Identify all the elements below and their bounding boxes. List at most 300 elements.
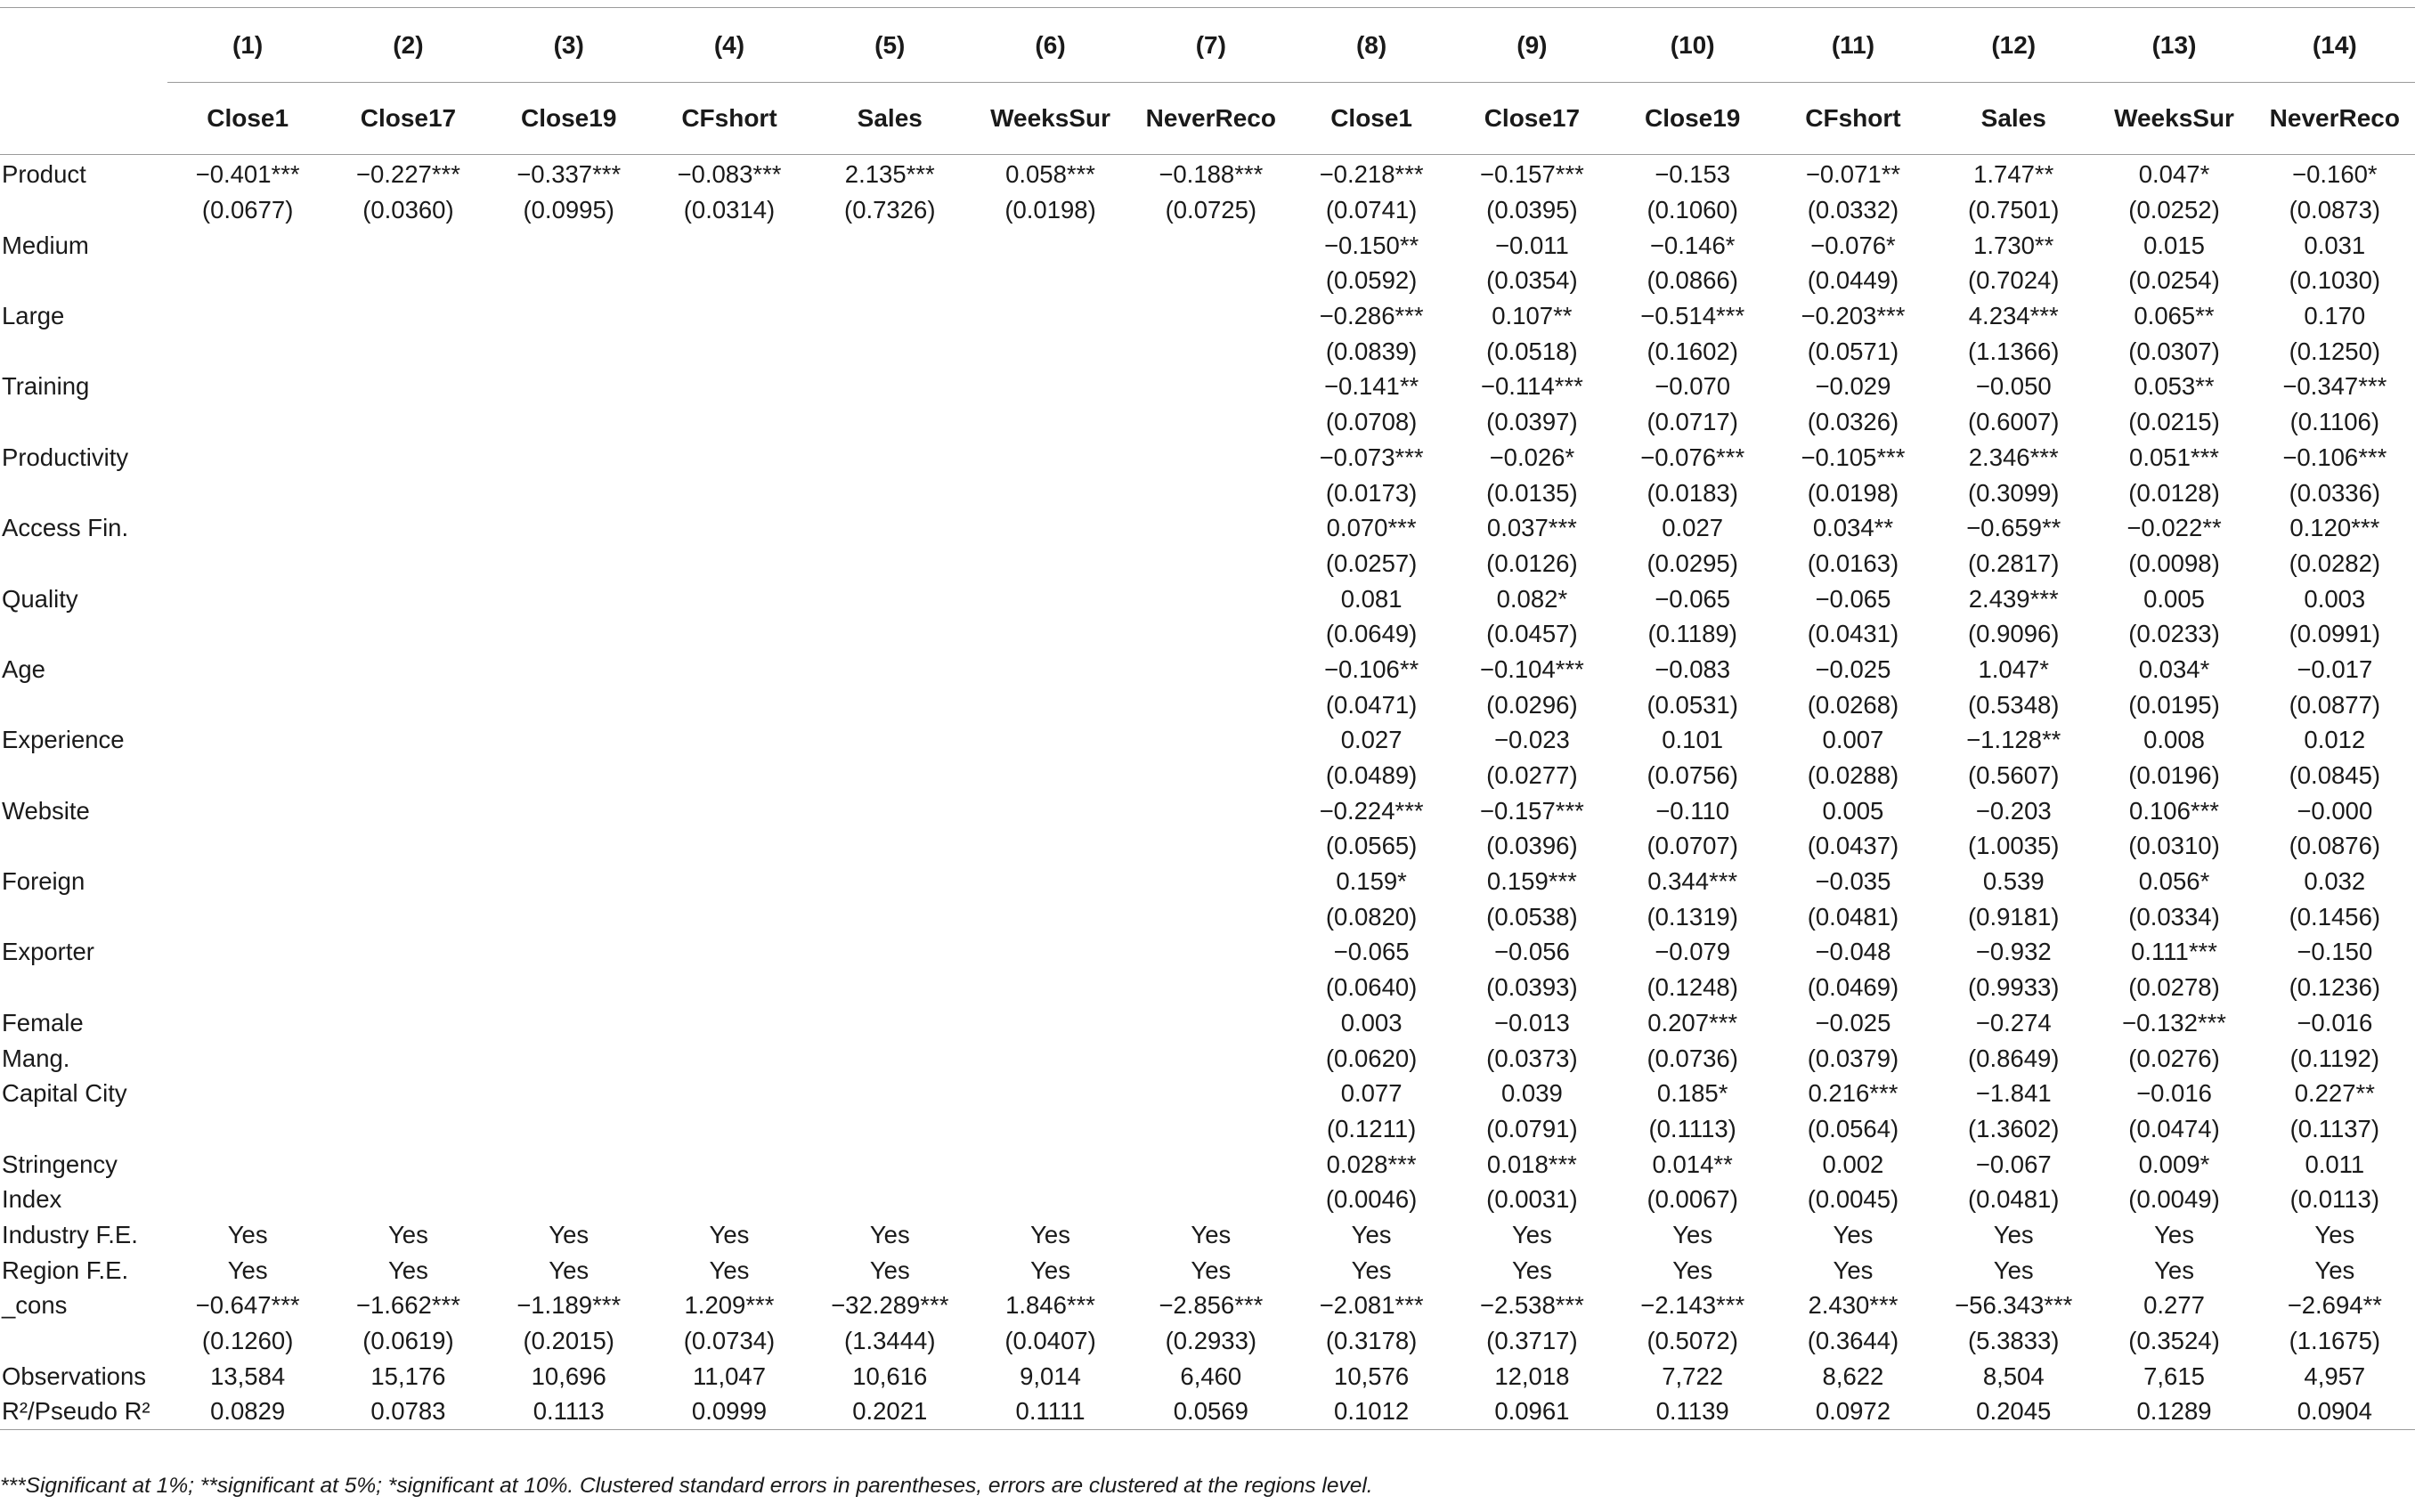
table-cell <box>167 616 328 652</box>
row-label: Age <box>2 654 45 683</box>
table-cell: 0.207*** <box>1647 1008 1738 1036</box>
table-cell <box>489 1146 649 1182</box>
row-label: Female <box>2 1008 84 1036</box>
table-cell: (0.0296) <box>1486 690 1578 719</box>
table-cell: −0.105*** <box>1801 443 1906 471</box>
table-cell: (0.9181) <box>1968 902 2060 931</box>
table-cell: 0.111*** <box>2131 938 2217 966</box>
row-label: Stringency <box>2 1150 118 1178</box>
table-cell: 7,615 <box>2143 1362 2205 1390</box>
table-cell <box>649 404 809 440</box>
table-cell: (0.0360) <box>362 196 454 224</box>
row-label: Index <box>2 1185 62 1214</box>
row-label: Quality <box>2 584 78 613</box>
column-variable-header: Close17 <box>328 83 488 155</box>
table-cell: 0.082* <box>1496 584 1568 613</box>
table-cell: 0.159*** <box>1486 867 1577 896</box>
table-cell <box>167 1146 328 1182</box>
table-cell: −0.025 <box>1815 1008 1891 1036</box>
table-cell <box>649 1111 809 1147</box>
table-cell: −2.538*** <box>1479 1291 1584 1320</box>
row-label <box>0 898 167 934</box>
table-cell: (0.0397) <box>1486 408 1578 436</box>
row-label: Website <box>2 796 90 825</box>
table-cell: 4.234*** <box>1968 302 2059 330</box>
table-cell <box>328 475 488 510</box>
table-cell: −2.143*** <box>1640 1291 1745 1320</box>
row-label <box>0 758 167 793</box>
table-cell: 0.007 <box>1822 726 1884 754</box>
table-cell <box>328 898 488 934</box>
table-cell: (0.1060) <box>1647 196 1738 224</box>
table-cell: (0.0128) <box>2128 478 2220 507</box>
table-cell: 0.012 <box>2304 726 2366 754</box>
column-variable-header: CFshort <box>649 83 809 155</box>
table-cell <box>809 1005 970 1041</box>
table-cell: 0.1012 <box>1291 1394 1451 1429</box>
row-label <box>0 546 167 581</box>
table-row <box>0 652 2415 687</box>
table-cell: −0.025 <box>1815 654 1891 683</box>
table-row <box>0 1217 2415 1253</box>
table-row <box>0 1252 2415 1288</box>
table-cell: (0.1192) <box>2289 1044 2380 1072</box>
table-cell: 9,014 <box>1020 1362 1081 1390</box>
table-cell: 0.027 <box>1662 514 1724 542</box>
table-cell: 0.0569 <box>1131 1394 1291 1429</box>
table-cell: Yes <box>1351 1220 1392 1248</box>
table-cell: (0.0195) <box>2128 690 2220 719</box>
table-cell <box>489 263 649 298</box>
column-number-row <box>0 9 2415 83</box>
table-cell <box>1131 1146 1291 1182</box>
table-cell: 0.1139 <box>1613 1394 1773 1429</box>
table-cell: (0.0619) <box>362 1327 454 1355</box>
table-cell: (0.1030) <box>2289 266 2381 295</box>
table-cell: −0.157*** <box>1479 160 1584 189</box>
table-cell <box>649 652 809 687</box>
table-row <box>0 263 2415 298</box>
table-cell: (0.0198) <box>1807 478 1899 507</box>
table-cell: 0.002 <box>1822 1150 1884 1178</box>
row-label <box>0 828 167 864</box>
table-cell <box>489 475 649 510</box>
table-cell: 0.003 <box>2304 584 2366 613</box>
table-cell: 0.185* <box>1656 1079 1728 1108</box>
column-number-header: (7) <box>1131 9 1291 83</box>
table-cell: 0.106*** <box>2129 796 2219 825</box>
table-cell: Yes <box>1351 1256 1392 1284</box>
table-cell: −0.188*** <box>1159 160 1264 189</box>
table-cell: (0.0336) <box>2289 478 2381 507</box>
table-cell: −0.017 <box>2297 654 2373 683</box>
table-cell <box>970 652 1130 687</box>
table-cell: (0.5348) <box>1968 690 2060 719</box>
table-cell: −0.659** <box>1966 514 2061 542</box>
table-cell: 0.014** <box>1652 1150 1733 1178</box>
table-cell: 10,696 <box>531 1362 606 1390</box>
table-cell: 10,616 <box>852 1362 928 1390</box>
table-cell <box>649 369 809 404</box>
table-cell: −0.203*** <box>1801 302 1906 330</box>
table-cell <box>970 440 1130 476</box>
table-cell: (0.0254) <box>2128 266 2220 295</box>
table-cell <box>649 475 809 510</box>
table-cell: (0.0183) <box>1647 478 1738 507</box>
table-cell: Yes <box>1511 1256 1552 1284</box>
table-cell: Yes <box>549 1220 590 1248</box>
table-cell <box>167 1076 328 1111</box>
table-cell: (0.0067) <box>1647 1185 1738 1214</box>
table-cell: −2.694** <box>2287 1291 2382 1320</box>
table-cell: −0.011 <box>1494 231 1569 259</box>
table-cell <box>649 263 809 298</box>
table-cell: (0.0257) <box>1325 549 1418 577</box>
table-cell <box>167 970 328 1005</box>
table-cell: Yes <box>387 1256 428 1284</box>
table-cell <box>489 616 649 652</box>
table-cell: (0.0295) <box>1647 549 1738 577</box>
table-cell <box>809 793 970 828</box>
table-cell: 0.0961 <box>1451 1394 1612 1429</box>
table-cell: (0.0873) <box>2289 196 2381 224</box>
table-row <box>0 970 2415 1005</box>
table-cell: Yes <box>1993 1220 2034 1248</box>
table-cell: 0.107** <box>1492 302 1573 330</box>
column-number-header: (8) <box>1291 9 1451 83</box>
table-row <box>0 722 2415 758</box>
table-cell <box>1131 616 1291 652</box>
table-cell <box>167 404 328 440</box>
table-cell: (0.0481) <box>1807 902 1899 931</box>
table-cell <box>1131 934 1291 970</box>
table-cell <box>328 510 488 546</box>
table-cell: (0.0592) <box>1325 266 1418 295</box>
table-cell: Yes <box>1191 1256 1232 1284</box>
table-cell <box>1131 298 1291 334</box>
table-cell <box>328 616 488 652</box>
table-cell: (0.0307) <box>2128 337 2220 365</box>
table-cell: −0.132*** <box>2122 1008 2226 1036</box>
table-cell: (0.7501) <box>1968 196 2060 224</box>
table-cell: Yes <box>709 1256 750 1284</box>
table-row <box>0 581 2415 616</box>
table-cell: 0.009* <box>2138 1150 2210 1178</box>
table-cell <box>489 404 649 440</box>
table-cell: 0.005 <box>1822 796 1884 825</box>
table-row <box>0 546 2415 581</box>
table-cell <box>328 298 488 334</box>
table-cell <box>328 263 488 298</box>
table-cell <box>1131 828 1291 864</box>
table-cell <box>649 440 809 476</box>
table-cell: (0.0995) <box>523 196 614 224</box>
table-cell: (0.0113) <box>2289 1185 2380 1214</box>
table-cell <box>167 298 328 334</box>
table-cell: 0.053** <box>2134 372 2215 401</box>
table-cell: 2.346*** <box>1968 443 2059 471</box>
table-cell <box>649 1005 809 1041</box>
table-cell: (0.0163) <box>1807 549 1899 577</box>
table-cell: −0.401*** <box>195 160 300 189</box>
table-cell: 0.015 <box>2143 231 2205 259</box>
column-variable-header: NeverReco <box>1131 83 1291 155</box>
table-cell: 11,047 <box>692 1362 767 1390</box>
table-cell: (0.2933) <box>1165 1327 1257 1355</box>
table-cell <box>489 298 649 334</box>
table-cell: −0.079 <box>1655 938 1731 966</box>
table-row <box>0 934 2415 970</box>
table-cell <box>489 227 649 263</box>
table-cell: (0.5607) <box>1968 761 2060 790</box>
table-cell: (0.3717) <box>1486 1327 1578 1355</box>
table-cell: (0.0310) <box>2128 832 2220 860</box>
table-cell: 0.227** <box>2294 1079 2375 1108</box>
table-cell: (0.0379) <box>1807 1044 1899 1072</box>
table-cell <box>809 263 970 298</box>
table-cell: Yes <box>1993 1256 2034 1284</box>
table-cell <box>489 934 649 970</box>
table-cell: 0.539 <box>1982 867 2045 896</box>
table-cell <box>1131 510 1291 546</box>
table-cell: (0.0565) <box>1325 832 1418 860</box>
table-cell: (0.0277) <box>1486 761 1578 790</box>
table-cell: 7,722 <box>1662 1362 1724 1390</box>
table-cell <box>970 227 1130 263</box>
row-label: Exporter <box>2 938 94 966</box>
table-cell <box>167 1005 328 1041</box>
table-cell <box>970 298 1130 334</box>
table-cell: −1.841 <box>1975 1079 2052 1108</box>
table-cell: −0.083 <box>1655 654 1731 683</box>
table-cell <box>970 1182 1130 1217</box>
table-cell: (0.0538) <box>1486 902 1578 931</box>
table-cell <box>167 934 328 970</box>
table-cell: −0.227*** <box>355 160 460 189</box>
table-cell: (0.0707) <box>1647 832 1738 860</box>
table-cell: (0.0756) <box>1647 761 1738 790</box>
table-cell <box>167 1111 328 1147</box>
table-cell: 0.065** <box>2134 302 2215 330</box>
table-cell <box>970 546 1130 581</box>
table-cell <box>809 1076 970 1111</box>
table-cell: −0.647*** <box>195 1291 300 1320</box>
table-cell: Yes <box>1030 1220 1070 1248</box>
table-cell <box>167 828 328 864</box>
table-cell <box>649 934 809 970</box>
table-cell <box>970 369 1130 404</box>
table-cell: (0.0717) <box>1647 408 1738 436</box>
table-cell: 0.037*** <box>1486 514 1577 542</box>
table-cell <box>1131 475 1291 510</box>
table-cell <box>328 440 488 476</box>
table-cell <box>809 616 970 652</box>
table-cell <box>328 687 488 722</box>
column-number-header: (5) <box>809 9 970 83</box>
table-cell: (0.0839) <box>1325 337 1418 365</box>
table-cell <box>649 581 809 616</box>
column-number-header: (12) <box>1933 9 2094 83</box>
table-cell <box>1131 793 1291 828</box>
table-cell: −0.065 <box>1655 584 1731 613</box>
table-cell <box>489 864 649 899</box>
table-cell: (5.3833) <box>1968 1327 2060 1355</box>
table-cell <box>167 722 328 758</box>
column-number-header: (11) <box>1773 9 1933 83</box>
table-cell <box>167 581 328 616</box>
table-cell: 0.051*** <box>2129 443 2219 471</box>
table-cell: 0.018*** <box>1486 1150 1577 1178</box>
table-row <box>0 1288 2415 1323</box>
table-cell <box>167 1040 328 1076</box>
table-cell <box>970 898 1130 934</box>
table-cell: 0.056* <box>2138 867 2210 896</box>
table-cell: −0.150 <box>2297 938 2373 966</box>
table-cell <box>167 898 328 934</box>
table-cell: (0.1250) <box>2289 337 2381 365</box>
table-cell: (0.3644) <box>1807 1327 1899 1355</box>
table-cell: 0.047* <box>2138 160 2210 189</box>
column-variable-header: Close19 <box>489 83 649 155</box>
table-cell: (0.0431) <box>1807 620 1899 648</box>
table-cell <box>809 510 970 546</box>
table-row <box>0 793 2415 828</box>
table-cell: (0.0449) <box>1807 266 1899 295</box>
table-cell <box>1131 440 1291 476</box>
column-number-header: (2) <box>328 9 488 83</box>
table-cell: (0.0326) <box>1807 408 1899 436</box>
table-cell: 0.077 <box>1340 1079 1403 1108</box>
row-label <box>0 1111 167 1147</box>
row-label: Region F.E. <box>2 1256 129 1284</box>
table-cell <box>809 1182 970 1217</box>
table-cell <box>167 475 328 510</box>
table-row <box>0 1005 2415 1041</box>
column-variable-header: WeeksSur <box>970 83 1130 155</box>
table-cell <box>489 722 649 758</box>
column-number-header: (13) <box>2094 9 2254 83</box>
table-cell <box>649 1146 809 1182</box>
table-cell <box>809 652 970 687</box>
table-cell <box>809 758 970 793</box>
table-cell <box>649 970 809 1005</box>
table-cell: 0.2045 <box>1933 1394 2094 1429</box>
table-cell: −0.110 <box>1655 796 1730 825</box>
table-cell: −0.157*** <box>1479 796 1584 825</box>
table-cell: −1.189*** <box>516 1291 622 1320</box>
table-cell: (0.0531) <box>1647 690 1738 719</box>
table-cell <box>328 1076 488 1111</box>
table-cell: (0.0196) <box>2128 761 2220 790</box>
table-cell <box>970 1040 1130 1076</box>
table-cell <box>1131 687 1291 722</box>
table-cell <box>328 369 488 404</box>
table-cell: 8,504 <box>1982 1362 2045 1390</box>
table-cell <box>970 864 1130 899</box>
table-row <box>0 1111 2415 1147</box>
table-cell: (0.1137) <box>2289 1114 2380 1142</box>
table-cell <box>649 898 809 934</box>
table-cell: (0.0991) <box>2289 620 2381 648</box>
table-cell <box>167 227 328 263</box>
table-cell <box>809 298 970 334</box>
table-cell <box>649 510 809 546</box>
table-cell: (0.1319) <box>1647 902 1738 931</box>
table-cell: (0.0252) <box>2128 196 2220 224</box>
table-cell <box>489 581 649 616</box>
table-cell <box>328 227 488 263</box>
regression-table <box>0 9 2415 1430</box>
row-label <box>0 404 167 440</box>
table-cell: (1.3602) <box>1968 1114 2060 1142</box>
table-cell <box>649 864 809 899</box>
table-cell <box>328 1111 488 1147</box>
table-cell: −0.076* <box>1810 231 1896 259</box>
table-cell: (0.0471) <box>1325 690 1418 719</box>
table-cell: (0.0820) <box>1325 902 1418 931</box>
table-cell: (0.0135) <box>1486 478 1578 507</box>
table-cell <box>328 652 488 687</box>
table-cell <box>167 652 328 687</box>
table-cell: −0.218*** <box>1319 160 1424 189</box>
table-cell: −0.016 <box>2136 1079 2212 1108</box>
column-variable-header: CFshort <box>1773 83 1933 155</box>
table-cell <box>970 970 1130 1005</box>
table-cell: −0.274 <box>1975 1008 2052 1036</box>
table-cell: (0.7024) <box>1968 266 2060 295</box>
table-cell: (0.8649) <box>1968 1044 2060 1072</box>
column-variable-header: Sales <box>809 83 970 155</box>
table-cell <box>1131 758 1291 793</box>
table-cell: 0.039 <box>1500 1079 1563 1108</box>
table-cell: −0.153 <box>1655 160 1731 189</box>
table-cell <box>489 1040 649 1076</box>
table-cell: 0.008 <box>2143 726 2205 754</box>
table-cell <box>649 616 809 652</box>
table-cell: (0.0031) <box>1486 1185 1578 1214</box>
table-cell <box>649 227 809 263</box>
table-cell <box>970 1005 1130 1041</box>
table-cell: −0.070 <box>1655 372 1731 401</box>
table-cell: (0.0233) <box>2128 620 2220 648</box>
header-corner-2 <box>0 83 167 155</box>
table-cell: (0.0571) <box>1807 337 1899 365</box>
table-cell <box>328 758 488 793</box>
table-cell <box>970 687 1130 722</box>
table-cell: −0.083*** <box>677 160 782 189</box>
table-cell: 6,460 <box>1180 1362 1242 1390</box>
table-cell: −0.065 <box>1333 938 1410 966</box>
table-cell: −0.106** <box>1323 654 1419 683</box>
table-cell <box>809 404 970 440</box>
table-cell: 1.846*** <box>1005 1291 1096 1320</box>
row-label <box>0 192 167 228</box>
table-cell: −1.662*** <box>355 1291 460 1320</box>
table-cell: −0.029 <box>1815 372 1891 401</box>
table-cell: (1.3444) <box>844 1327 936 1355</box>
table-cell <box>649 793 809 828</box>
table-row <box>0 758 2415 793</box>
table-cell <box>167 687 328 722</box>
table-cell: (0.0564) <box>1807 1114 1899 1142</box>
table-cell <box>649 828 809 864</box>
table-cell <box>1131 1040 1291 1076</box>
table-cell: (0.3178) <box>1325 1327 1418 1355</box>
table-cell <box>328 1146 488 1182</box>
table-cell <box>1131 1005 1291 1041</box>
table-cell: (0.0276) <box>2128 1044 2220 1072</box>
table-row <box>0 475 2415 510</box>
